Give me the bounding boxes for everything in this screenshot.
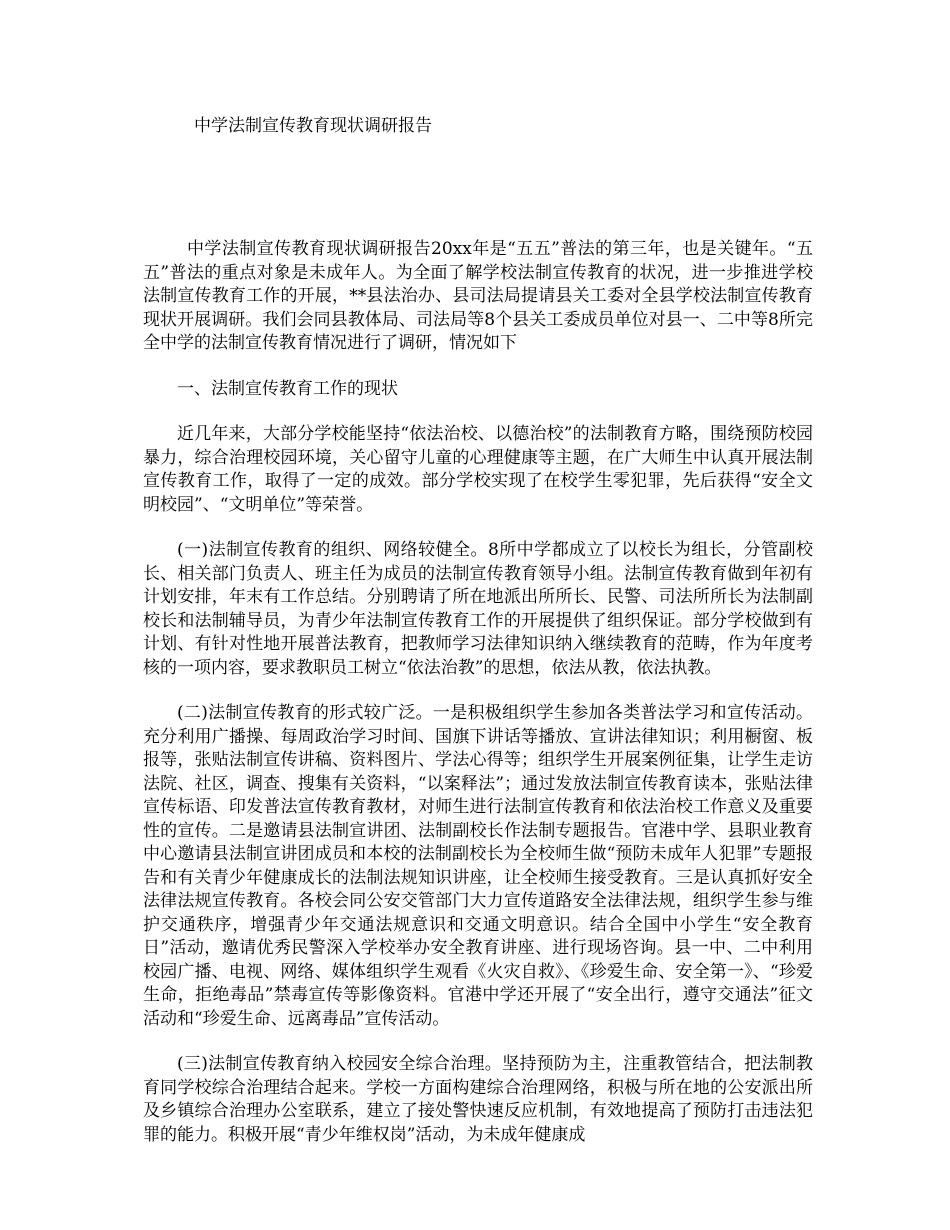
document-body xyxy=(143,238,813,1147)
document-title: 中学法制宣传教育现状调研报告 xyxy=(194,116,432,136)
section-heading: 一、法制宣传教育工作的现状 xyxy=(177,378,398,399)
body-paragraph: (一)法制宣传教育的组织、网络较健全。8所中学都成立了以校长为组长，分管副校长、相关部门负责人、班主任为成员的法制宣传教育领导小组。法制宣传教育做到年初有计划安排，年末有工作总结。分别聘请了所在地派出所所长、民警、司法所所长为法制副校长和法制辅导员，为青少年法制宣传教育工作的开展提供了组织保证。部分学校做到有计划、有针对性地开展普法教育，把教师学习法律知识纳入继续教育的范畴，作为年度考核的一项内容，要求教职员工树立“依法治教”的思想，依法从教，依法执教。 xyxy=(143,540,813,678)
intro-paragraph: 中学法制宣传教育现状调研报告20xx年是“五五”普法的第三年，也是关键年。“五五”普法的重点对象是未成年人。为全面了解学校法制宣传教育的状况，进一步推进学校法制宣传教育工作的开展，**县法治办、县司法局提请县关工委对全县学校法制宣传教育现状开展调研。我们会同县教体局、司法局等8个县关工委成员单位对县一、二中等8所完全中学的法制宣传教育情况进行了调研，情况如下 xyxy=(143,239,813,353)
body-paragraph: (二)法制宣传教育的形式较广泛。一是积极组织学生参加各类普法学习和宣传活动。充分利用广播操、每周政治学习时间、国旗下讲话等播放、宣讲法律知识；利用橱窗、板报等，张贴法制宣传讲稿、资料图片、学法心得等；组织学生开展案例征集，让学生走访法院、社区，调查、搜集有关资料，“以案释法”；通过发放法制宣传教育读本，张贴法律宣传标语、印发普法宣传教育教材，对师生进行法制宣传教育和依法治校工作意义及重要性的宣传。二是邀请县法制宣讲团、法制副校长作法制专题报告。官港中学、县职业教育中心邀请县法制宣讲团成员和本校的法制副校长为全校师生做“预防未成年人犯罪”专题报告和有关青少年健康成长的法制法规知识讲座，让全校师生接受教育。三是认真抓好安全法律法规宣传教育。各校会同公安交管部门大力宣传道路安全法律法规，组织学生参与维护交通秩序，增强青少年交通法规意识和交通文明意识。结合全国中小学生“安全教育日”活动，邀请优秀民警深入学校举办安全教育讲座、进行现场咨询。县一中、二中利用校园广播、电视、网络、媒体组织学生观看《火灾自救》、《珍爱生命、安全第一》、“珍爱生命，拒绝毒品”禁毒宣传等影像资料。官港中学还开展了“安全出行，遵守交通法”征文活动和“珍爱生命、远离毒品”宣传活动。 xyxy=(143,703,813,1029)
body-paragraph: 近几年来，大部分学校能坚持“依法治校、以德治校”的法制教育方略，围绕预防校园暴力，综合治理校园环境，关心留守儿童的心理健康等主题，在广大师生中认真开展法制宣传教育工作，取得了一定的成效。部分学校实现了在校学生零犯罪，先后获得“安全文明校园”、“文明单位”等荣誉。 xyxy=(143,424,813,515)
body-paragraph: (三)法制宣传教育纳入校园安全综合治理。坚持预防为主，注重教管结合，把法制教育同学校综合治理结合起来。学校一方面构建综合治理网络，积极与所在地的公安派出所及乡镇综合治理办公室联系，建立了接处警快速反应机制，有效地提高了预防打击违法犯罪的能力。积极开展“青少年维权岗”活动，为未成年健康成 xyxy=(143,1054,813,1145)
